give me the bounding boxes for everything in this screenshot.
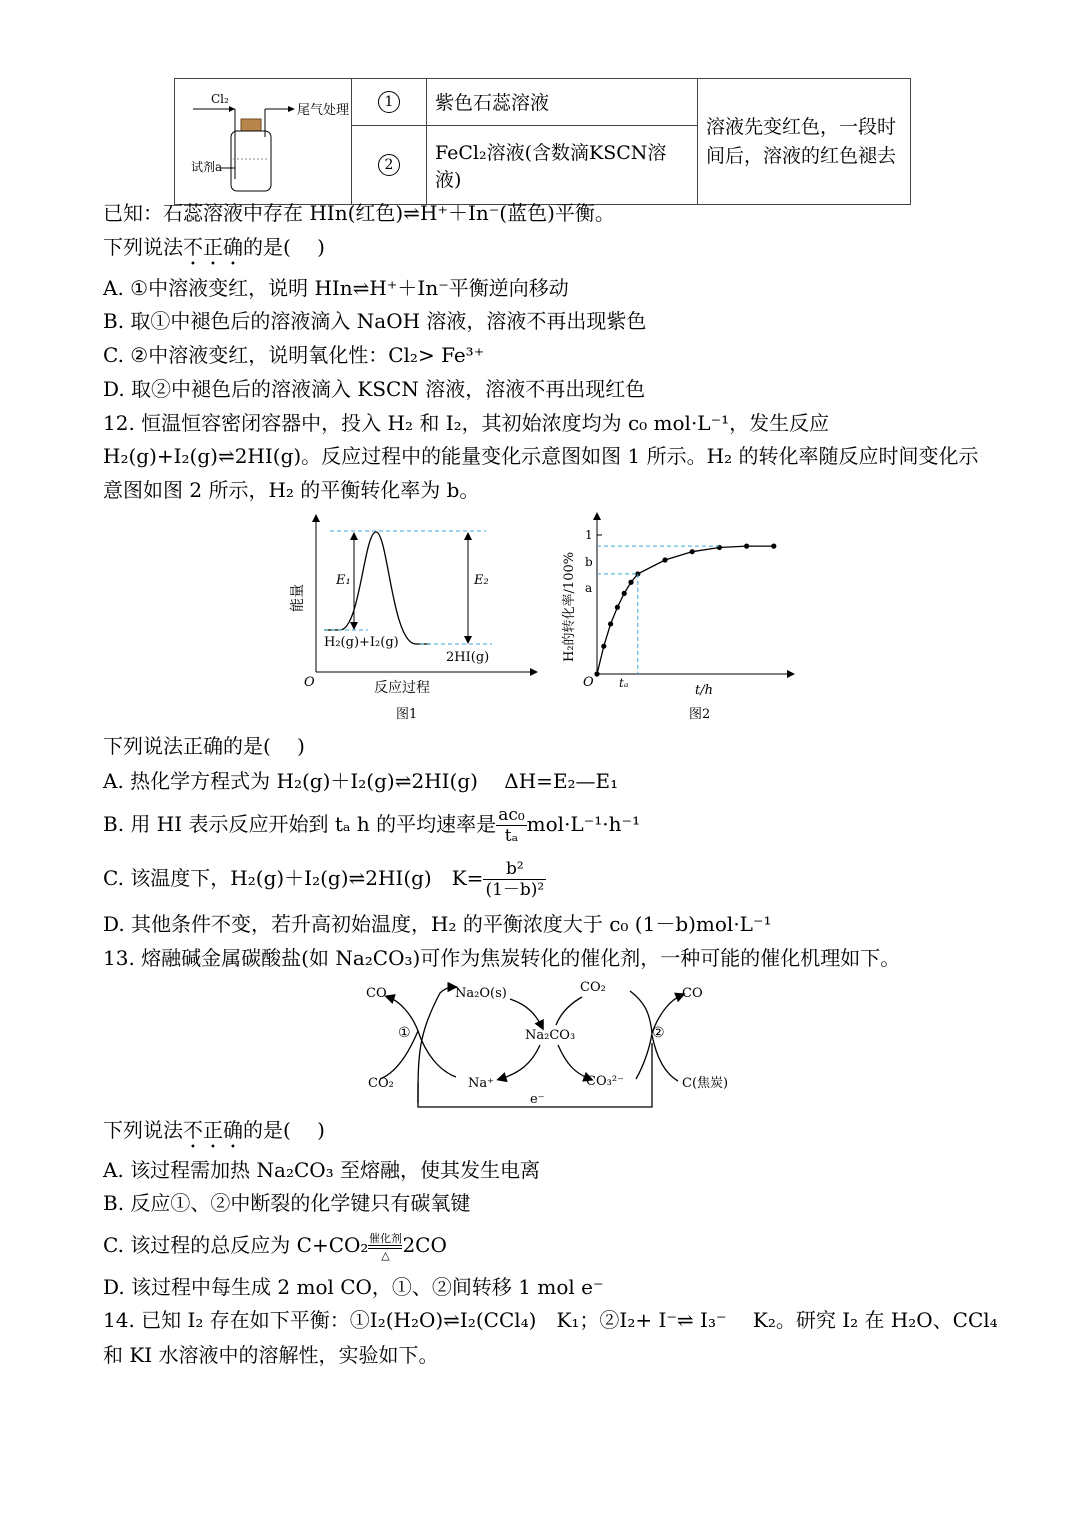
q13-line1: 13. 熔融碱金属碳酸盐(如 Na₂CO₃)可作为焦炭转化的催化剂，一种可能的催化机理如下。 — [103, 946, 901, 970]
fig1-product-label: 2HI(g) — [446, 650, 490, 665]
q13-option-d: D. 该过程中每生成 2 mol CO，①、②间转移 1 mol e⁻ — [103, 1275, 604, 1299]
q11-option-b: B. 取①中褪色后的溶液滴入 NaOH 溶液，溶液不再出现紫色 — [103, 309, 647, 333]
fig2-tick-1: 1 — [585, 528, 593, 542]
figure-1-energy-diagram — [280, 512, 540, 727]
q12-c-fraction: $\frac{\text{b²}}{\text{(1－b)²}}$ — [485, 859, 545, 900]
apparatus-cell — [175, 79, 352, 205]
q12-option-b: B. 用 HI 表示反应开始到 tₐ h 的平均速率是 $\frac{\text{ac₀}}{\text{tₐ}}$ mol·L⁻¹·h⁻¹ — [103, 805, 641, 846]
fig2-tick-a: a — [585, 581, 593, 595]
fig1-caption: 图1 — [396, 707, 418, 722]
fig1-reactant-label: H₂(g)+I₂(g) — [324, 635, 399, 650]
fig2-origin: O — [583, 675, 594, 690]
diag-co3: CO₃²⁻ — [586, 1074, 624, 1089]
fig2-caption: 图2 — [689, 707, 711, 722]
fig2-xlabel: t/h — [695, 683, 713, 698]
fig2-ylabel: H₂的转化率/100% — [562, 551, 577, 662]
fig2-tick-b: b — [585, 555, 593, 569]
observation-line-2: 间后，溶液的红色褪去 — [706, 144, 897, 167]
diag-step2: ② — [652, 1025, 665, 1041]
diag-co2-left: CO₂ — [368, 1076, 394, 1091]
fig2-point — [690, 549, 695, 554]
fig2-plot-area — [594, 544, 776, 677]
q14-line2: 和 KI 水溶液中的溶解性，实验如下。 — [103, 1343, 439, 1367]
fig2-point — [662, 557, 667, 562]
fig1-energy-curve — [324, 532, 430, 644]
diag-step1: ① — [398, 1025, 411, 1041]
q13-arrow: 催化剂 △ — [368, 1231, 402, 1262]
fig2-point — [744, 544, 749, 549]
diag-na2o: Na₂O(s) — [455, 986, 507, 1001]
q13-catalysis-diagram — [360, 975, 760, 1115]
fig1-origin: O — [304, 675, 315, 690]
row1-num: 1 — [352, 79, 427, 126]
fig2-point — [601, 644, 606, 649]
fig2-point — [615, 605, 620, 610]
tail-gas-label: 尾气处理 — [297, 103, 350, 118]
fig2-point — [771, 544, 776, 549]
diag-c-coke: C(焦炭) — [682, 1076, 729, 1091]
q13-stem: 下列说法不正确的是( ) — [103, 1118, 325, 1142]
row1-reagent: 紫色石蕊溶液 — [427, 79, 698, 126]
row2-num: 2 — [352, 125, 427, 204]
diag-co2-mid: CO₂ — [580, 980, 606, 995]
fig1-xlabel: 反应过程 — [374, 680, 430, 696]
diag-electron: e⁻ — [530, 1092, 545, 1107]
q13-option-a: A. 该过程需加热 Na₂CO₃ 至熔融，使其发生电离 — [103, 1158, 541, 1182]
diag-na-plus: Na⁺ — [468, 1076, 494, 1091]
experiment-table — [174, 78, 911, 205]
observation-line-1: 溶液先变红色，一段时 — [706, 115, 897, 138]
q11-option-a: A. ①中溶液变红，说明 HIn⇌H⁺＋In⁻平衡逆向移动 — [103, 276, 569, 300]
q11-stem: 下列说法不正确的是( ) — [103, 235, 325, 259]
gas-bottle-diagram — [175, 79, 351, 199]
fig2-point — [594, 671, 599, 676]
q12-option-d: D. 其他条件不变，若升高初始温度，H₂ 的平衡浓度大于 c₀ (1－b)mol·L⁻¹ — [103, 912, 772, 936]
q12-stem: 下列说法正确的是( ) — [103, 734, 305, 758]
fig2-curve — [597, 546, 774, 674]
fig2-point — [622, 591, 627, 596]
q13-option-b: B. 反应①、②中断裂的化学键只有碳氧键 — [103, 1191, 471, 1215]
q12-option-a: A. 热化学方程式为 H₂(g)＋I₂(g)⇌2HI(g) ΔH=E₂—E₁ — [103, 769, 619, 793]
row2-reagent: FeCl₂溶液(含数滴KSCN溶液) — [427, 125, 698, 204]
q12-line2: H₂(g)+I₂(g)⇌2HI(g)。反应过程中的能量变化示意图如图 1 所示。H₂ 的转化率随反应时间变化示 — [103, 444, 979, 468]
diag-co-right: CO — [682, 986, 703, 1001]
q11-known: 已知：石蕊溶液中存在 HIn(红色)⇌H⁺＋In⁻(蓝色)平衡。 — [103, 201, 615, 225]
figure-2-conversion-chart — [555, 512, 805, 727]
fig1-e2-label: E₂ — [474, 573, 489, 588]
q11-option-d: D. 取②中褪色后的溶液滴入 KSCN 溶液，溶液不再出现红色 — [103, 377, 646, 401]
fig2-point — [608, 621, 613, 626]
q12-b-fraction: $\frac{\text{ac₀}}{\text{tₐ}}$ — [498, 805, 525, 846]
q11-option-c: C. ②中溶液变红，说明氧化性：Cl₂> Fe³⁺ — [103, 343, 485, 367]
fig1-e1-label: E₁ — [336, 573, 351, 588]
reagent-label: 试剂a — [191, 160, 223, 174]
fig1-ylabel: 能量 — [290, 584, 306, 612]
cl2-label: Cl₂ — [211, 92, 229, 106]
q13-option-c: C. 该过程的总反应为 C+CO₂ 催化剂 △ 2CO — [103, 1231, 447, 1262]
diag-na2co3: Na₂CO₃ — [525, 1028, 576, 1043]
fig2-tick-ta: tₐ — [619, 676, 629, 690]
q12-line1: 12. 恒温恒容密闭容器中，投入 H₂ 和 I₂，其初始浓度均为 c₀ mol·L⁻¹，发生反应 — [103, 411, 830, 435]
q12-option-c: C. 该温度下，H₂(g)＋I₂(g)⇌2HI(g) K= $\frac{\text{b²}}{\text{(1－b)²}}$ — [103, 859, 545, 900]
q14-line1: 14. 已知 I₂ 存在如下平衡：①I₂(H₂O)⇌I₂(CCl₄) K₁；②I₂+ I⁻⇌ I₃⁻ K₂。研究 I₂ 在 H₂O、CCl₄ — [103, 1308, 998, 1332]
diag-co-left: CO — [366, 986, 387, 1001]
q12-line3: 意图如图 2 所示，H₂ 的平衡转化率为 b。 — [103, 478, 480, 502]
observation-cell — [698, 79, 911, 205]
fig2-point — [628, 580, 633, 585]
